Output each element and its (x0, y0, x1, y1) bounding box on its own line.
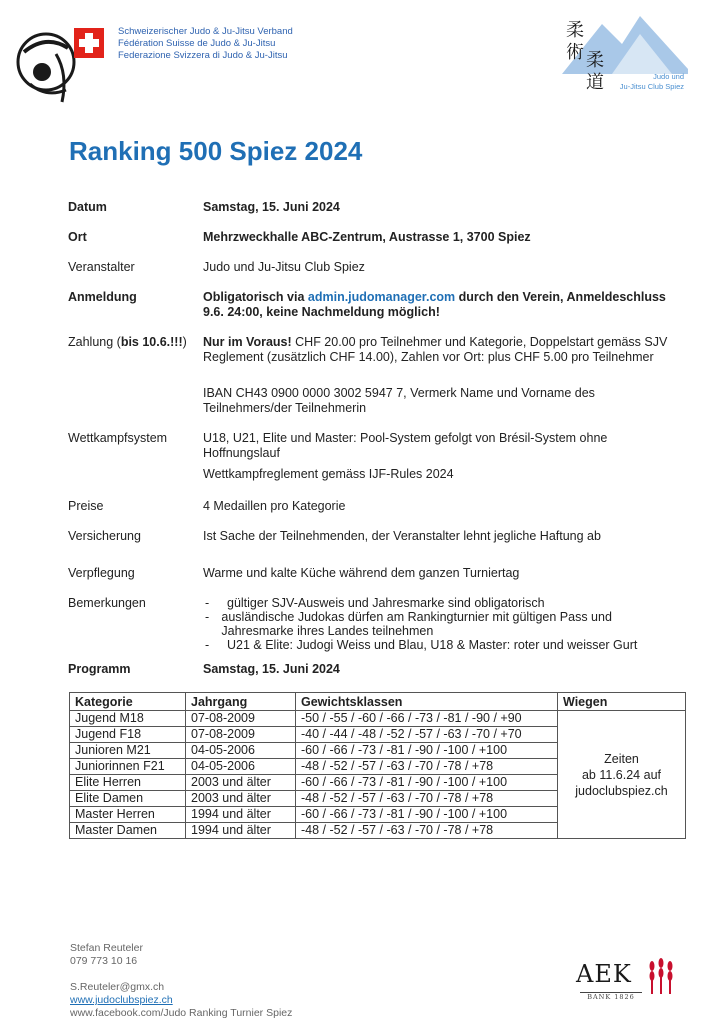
list-item-text: gültiger SJV-Ausweis und Jahresmarke sind obligatorisch (227, 596, 545, 610)
cell-kategorie: Juniorinnen F21 (70, 759, 186, 775)
label-ort: Ort (68, 230, 87, 244)
anmeldung-pre: Obligatorisch via (203, 290, 308, 304)
table-row (70, 711, 686, 727)
cell-gewichtsklassen: -60 / -66 / -73 / -81 / -90 / -100 / +100 (296, 743, 558, 759)
sjv-line-de: Schweizerischer Judo & Ju-Jitsu Verband (118, 26, 293, 37)
value-wettkampfsystem: U18, U21, Elite und Master: Pool-System gefolgt von Brésil-System ohne Hoffnungslauf (203, 431, 608, 460)
contact-phone: 079 773 10 16 (70, 955, 138, 967)
value-programm: Samstag, 15. Juni 2024 (203, 662, 340, 676)
contact-email[interactable]: S.Reuteler@gmx.ch (70, 981, 165, 993)
label-preise: Preise (68, 499, 104, 513)
program-table (69, 692, 686, 839)
label-wettkampfsystem: Wettkampfsystem (68, 431, 168, 445)
cell-jahrgang: 04-05-2006 (186, 759, 296, 775)
list-item: - gültiger SJV-Ausweis und Jahresmarke sind obligatorisch (205, 596, 545, 610)
facebook-link[interactable]: www.facebook.com/Judo Ranking Turnier Spiez (70, 1007, 293, 1019)
col-header-wiegen: Wiegen (558, 693, 686, 711)
aek-sub: BANK 1826 (580, 992, 642, 1001)
cell-kategorie: Elite Damen (70, 791, 186, 807)
list-item-text: ausländische Judokas dürfen am Rankingturnier mit gültigen Pass und Jahresmarke ihres Landes teilnehmen (221, 610, 612, 638)
value-ort: Mehrzweckhalle ABC-Zentrum, Austrasse 1, 3700 Spiez (203, 230, 531, 244)
cell-kategorie: Junioren M21 (70, 743, 186, 759)
cell-gewichtsklassen: -48 / -52 / -57 / -63 / -70 / -78 / +78 (296, 823, 558, 839)
list-item-text: U21 & Elite: Judogi Weiss und Blau, U18 & Master: roter und weisser Gurt (227, 638, 638, 652)
label-anmeldung: Anmeldung (68, 290, 137, 304)
sjv-logo (16, 14, 116, 106)
value-verpflegung: Warme und kalte Küche während dem ganzen Turniertag (203, 566, 520, 580)
zahlung-label-post: ) (182, 335, 187, 349)
cell-wiegen (558, 711, 686, 839)
zahlung-label-deadline: bis 10.6.!!! (120, 335, 183, 349)
svg-text:柔: 柔 (566, 20, 584, 41)
cell-jahrgang: 1994 und älter (186, 807, 296, 823)
cell-gewichtsklassen: -60 / -66 / -73 / -81 / -90 / -100 / +100 (296, 807, 558, 823)
svg-text:術: 術 (566, 42, 584, 63)
svg-text:柔: 柔 (586, 50, 604, 71)
cell-jahrgang: 07-08-2009 (186, 711, 296, 727)
label-datum: Datum (68, 200, 107, 214)
label-bemerkungen: Bemerkungen (68, 596, 146, 610)
cell-gewichtsklassen: -50 / -55 / -60 / -66 / -73 / -81 / -90 / +90 (296, 711, 558, 727)
col-header-kategorie: Kategorie (70, 693, 186, 711)
contact-name: Stefan Reuteler (70, 942, 143, 954)
wiegen-line: Zeiten (604, 751, 639, 766)
cell-jahrgang: 07-08-2009 (186, 727, 296, 743)
aek-name: AEK (576, 960, 632, 988)
cell-kategorie: Jugend F18 (70, 727, 186, 743)
list-item: - U21 & Elite: Judogi Weiss und Blau, U18 & Master: roter und weisser Gurt (205, 638, 638, 652)
zahlung-bold: Nur im Voraus! (203, 335, 292, 349)
cell-jahrgang: 1994 und älter (186, 823, 296, 839)
wiegen-line: judoclubspiez.ch (575, 783, 668, 798)
cell-jahrgang: 04-05-2006 (186, 743, 296, 759)
club-line-1: Judo und (653, 72, 684, 81)
svg-text:道: 道 (586, 72, 604, 93)
bemerkungen-list (203, 596, 673, 652)
sjv-line-it: Federazione Svizzera di Judo & Ju-Jitsu (118, 50, 288, 61)
footer-contact (70, 942, 292, 1020)
value-zahlung (203, 335, 673, 365)
label-veranstalter: Veranstalter (68, 260, 135, 274)
sjv-line-fr: Fédération Suisse de Judo & Ju-Jitsu (118, 38, 276, 49)
wheat-icon (644, 958, 678, 996)
zahlung-text: CHF 20.00 pro Teilnehmer und Kategorie, Doppelstart gemäss SJV Reglement (zusätzlich CHF 14.00), Zahlen vor Ort: plus CHF 5.00 pro Teilnehmer (203, 335, 668, 364)
cell-kategorie: Master Damen (70, 823, 186, 839)
label-programm: Programm (68, 662, 131, 676)
label-versicherung: Versicherung (68, 529, 141, 543)
cell-gewichtsklassen: -48 / -52 / -57 / -63 / -70 / -78 / +78 (296, 759, 558, 775)
anmeldung-post: durch den Verein, Anmeldeschluss 9.6. 24:00, keine Nachmeldung möglich! (203, 290, 666, 319)
cell-gewichtsklassen: -60 / -66 / -73 / -81 / -90 / -100 / +100 (296, 775, 558, 791)
sjv-name (118, 26, 293, 62)
club-line-2: Ju-Jitsu Club Spiez (619, 82, 684, 91)
cell-gewichtsklassen: -40 / -44 / -48 / -52 / -57 / -63 / -70 / +70 (296, 727, 558, 743)
cell-kategorie: Elite Herren (70, 775, 186, 791)
label-zahlung (68, 335, 187, 349)
value-preise: 4 Medaillen pro Kategorie (203, 499, 346, 513)
value-anmeldung (203, 290, 673, 320)
col-header-jahrgang: Jahrgang (186, 693, 296, 711)
website-link[interactable]: www.judoclubspiez.ch (70, 994, 173, 1006)
cell-gewichtsklassen: -48 / -52 / -57 / -63 / -70 / -78 / +78 (296, 791, 558, 807)
cell-kategorie: Master Herren (70, 807, 186, 823)
value-iban: IBAN CH43 0900 0000 3002 5947 7, Vermerk Name und Vorname des Teilnehmers/der Teilnehmerin (203, 386, 595, 415)
table-header-row (70, 693, 686, 711)
value-datum: Samstag, 15. Juni 2024 (203, 200, 340, 214)
judomanager-link[interactable]: admin.judomanager.com (307, 290, 456, 304)
cell-jahrgang: 2003 und älter (186, 791, 296, 807)
page-title: Ranking 500 Spiez 2024 (69, 136, 363, 166)
list-item: - ausländische Judokas dürfen am Rankingturnier mit gültigen Pass und Jahresmarke ihres Landes teilnehmen (203, 610, 673, 638)
value-wettkampfreglement: Wettkampfreglement gemäss IJF-Rules 2024 (203, 467, 454, 481)
cell-jahrgang: 2003 und älter (186, 775, 296, 791)
wiegen-line: ab 11.6.24 auf (581, 767, 661, 782)
value-veranstalter: Judo und Ju-Jitsu Club Spiez (203, 260, 365, 274)
zahlung-label-pre: Zahlung ( (68, 335, 121, 349)
cell-kategorie: Jugend M18 (70, 711, 186, 727)
aek-bank-logo (576, 956, 682, 1004)
value-versicherung: Ist Sache der Teilnehmenden, der Veranstalter lehnt jegliche Haftung ab (203, 529, 601, 543)
club-name (610, 72, 684, 92)
col-header-gewichtsklassen: Gewichtsklassen (296, 693, 558, 711)
label-verpflegung: Verpflegung (68, 566, 135, 580)
